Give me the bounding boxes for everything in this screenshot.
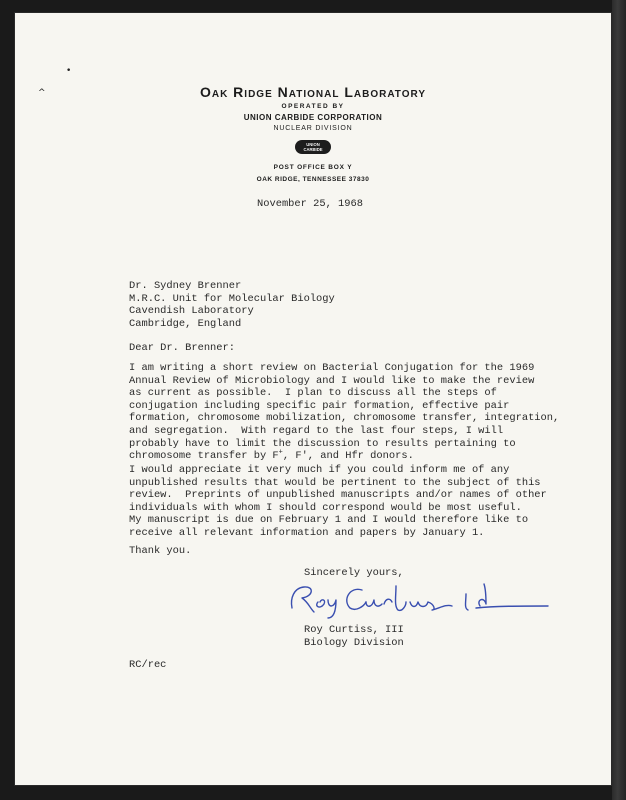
letterhead-division: NUCLEAR DIVISION bbox=[273, 125, 353, 132]
body-line: review. Preprints of unpublished manuscripts and/or names of other bbox=[129, 489, 547, 502]
letterhead-operated-by: OPERATED BY bbox=[281, 103, 345, 110]
body-line: receive all relevant information and papers by January 1. bbox=[129, 526, 485, 539]
closing-line: Sincerely yours, bbox=[304, 567, 404, 579]
body-line: I am writing a short review on Bacterial Conjugation for the 1969 bbox=[129, 362, 535, 374]
handwritten-signature bbox=[280, 580, 555, 620]
recipient-line: Cambridge, England bbox=[129, 317, 242, 330]
recipient-line: M.R.C. Unit for Molecular Biology bbox=[129, 292, 335, 305]
body-line: individuals with whom I should correspond would be most useful. bbox=[129, 501, 522, 514]
body-text: , F', and Hfr donors. bbox=[282, 450, 414, 463]
logo-line-2: CARBIDE bbox=[303, 147, 323, 152]
signer-block bbox=[304, 624, 404, 649]
body-line: unpublished results that would be pertinent to the subject of this bbox=[129, 476, 541, 489]
body-line: Annual Review of Microbiology and I would like to make the review bbox=[129, 374, 535, 387]
speck-mark: ^ bbox=[38, 88, 46, 98]
recipient-address bbox=[129, 280, 335, 330]
body-paragraph-1 bbox=[129, 362, 559, 463]
body-line: as current as possible. I plan to discuss all the steps of bbox=[129, 387, 497, 400]
logo-line-1: UNION bbox=[306, 142, 320, 147]
body-line: I would appreciate it very much if you could inform me of any bbox=[129, 464, 510, 476]
superscript-plus: + bbox=[278, 448, 283, 457]
letterhead-title: Oak Ridge National Laboratory bbox=[199, 84, 427, 100]
body-line: and segregation. With regard to the last four steps, I will bbox=[129, 424, 504, 437]
recipient-line: Dr. Sydney Brenner bbox=[129, 280, 242, 292]
union-carbide-logo bbox=[295, 140, 331, 154]
body-line bbox=[129, 450, 559, 463]
signer-name: Roy Curtiss, III bbox=[304, 624, 404, 636]
body-text: chromosome transfer by F bbox=[129, 450, 279, 463]
letterhead-address-1: POST OFFICE BOX Y bbox=[273, 164, 353, 171]
signer-department: Biology Division bbox=[304, 636, 404, 649]
letter-date: November 25, 1968 bbox=[257, 198, 364, 210]
body-line: My manuscript is due on February 1 and I would therefore like to bbox=[129, 514, 529, 527]
body-line: formation, chromosome mobilization, chromosome transfer, integration, bbox=[129, 412, 560, 425]
letterhead-address-2: OAK RIDGE, TENNESSEE 37830 bbox=[256, 176, 370, 183]
body-line: probably have to limit the discussion to results pertaining to bbox=[129, 437, 516, 450]
body-paragraph-2 bbox=[129, 464, 547, 540]
reference-initials: RC/rec bbox=[129, 659, 167, 671]
letterhead-corporation: UNION CARBIDE CORPORATION bbox=[243, 113, 383, 122]
thanks-line: Thank you. bbox=[129, 545, 192, 557]
body-line: conjugation including specific pair formation, effective pair bbox=[129, 399, 510, 412]
speck-mark: • bbox=[66, 66, 72, 76]
salutation: Dear Dr. Brenner: bbox=[129, 342, 236, 354]
recipient-line: Cavendish Laboratory bbox=[129, 305, 254, 318]
